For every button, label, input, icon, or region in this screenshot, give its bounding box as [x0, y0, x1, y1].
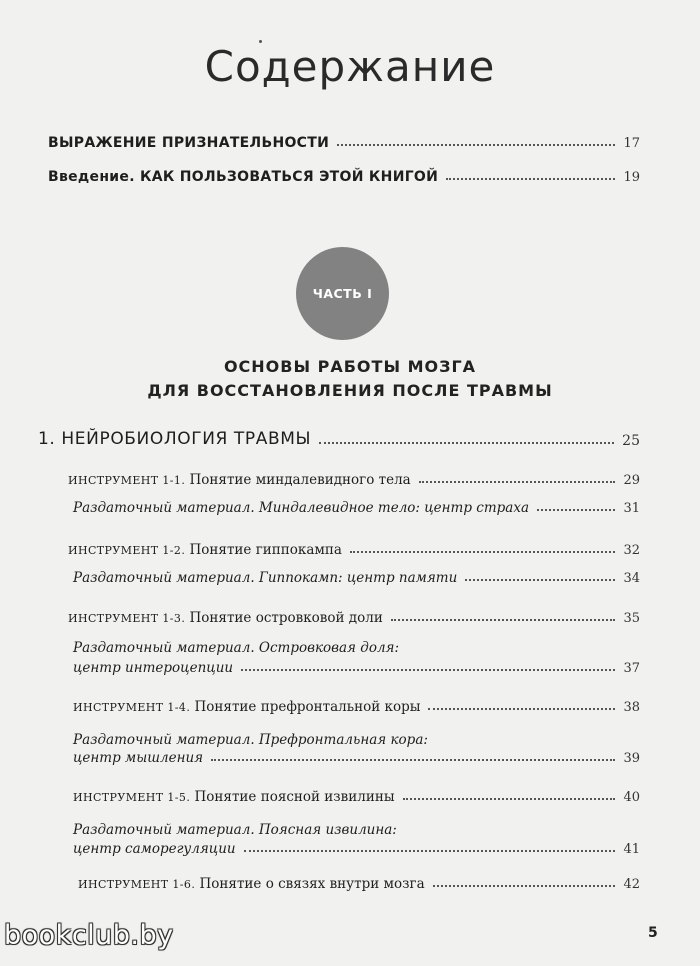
toc-entry-page: 17	[623, 136, 640, 151]
tool-prefix: ИНСТРУМЕНТ 1-3.	[68, 612, 186, 625]
toc-handout-1-4	[0, 750, 700, 766]
tool-page: 40	[623, 790, 640, 805]
handout-label: Раздаточный материал. Миндалевидное тело: центр страха	[73, 500, 530, 516]
handout-page: 31	[623, 501, 640, 516]
tool-prefix: ИНСТРУМЕНТ 1-2.	[68, 544, 186, 557]
dot-leader	[391, 619, 616, 621]
dot-leader	[419, 481, 616, 483]
part-title-line1: ОСНОВЫ РАБОТЫ МОЗГА	[223, 357, 477, 376]
handout-page: 34	[623, 571, 640, 586]
tool-page: 29	[623, 473, 640, 488]
chapter-label: 1. НЕЙРОБИОЛОГИЯ ТРАВМЫ	[38, 429, 312, 449]
toc-entry-acknowledgements	[0, 135, 700, 151]
page-number: 5	[648, 925, 658, 941]
toc-chapter-1	[0, 429, 700, 449]
tool-page: 42	[623, 877, 640, 892]
tool-prefix: ИНСТРУМЕНТ 1-6.	[78, 878, 196, 891]
dot-leader	[428, 708, 615, 710]
toc-tool-1-4	[0, 699, 700, 715]
tool-title: Понятие о связях внутри мозга	[199, 876, 425, 892]
dot-leader	[403, 798, 616, 800]
dot-leader	[446, 178, 615, 180]
tool-prefix: ИНСТРУМЕНТ 1-1.	[68, 474, 186, 487]
handout-label: центр мышления	[73, 750, 204, 766]
dot-leader	[319, 442, 614, 444]
page-title: Содержание	[204, 42, 496, 91]
handout-1-5-line1: Раздаточный материал. Поясная извилина:	[73, 822, 397, 838]
part-title-line2: ДЛЯ ВОССТАНОВЛЕНИЯ ПОСЛЕ ТРАВМЫ	[147, 381, 553, 400]
tool-prefix: ИНСТРУМЕНТ 1-4.	[73, 701, 191, 714]
tool-title: Понятие миндалевидного тела	[189, 472, 411, 488]
tool-page: 35	[623, 611, 640, 626]
tool-page: 38	[623, 700, 640, 715]
handout-1-4-line1: Раздаточный материал. Префронтальная кора:	[73, 732, 428, 748]
tool-title: Понятие префронтальной коры	[194, 699, 421, 715]
tool-label	[73, 789, 395, 805]
toc-handout-1-1	[0, 500, 700, 516]
tool-page: 32	[623, 543, 640, 558]
toc-handout-1-3	[0, 660, 700, 676]
toc-entry-label: ВЫРАЖЕНИЕ ПРИЗНАТЕЛЬНОСТИ	[48, 135, 330, 151]
toc-handout-1-5	[0, 841, 700, 857]
handout-page: 39	[623, 751, 640, 766]
toc-tool-1-2	[0, 542, 700, 558]
tool-prefix: ИНСТРУМЕНТ 1-5.	[73, 791, 191, 804]
handout-label: Раздаточный материал. Гиппокамп: центр памяти	[73, 570, 458, 586]
dot-leader	[241, 669, 615, 671]
toc-entry-introduction	[0, 169, 700, 185]
tool-title: Понятие поясной извилины	[194, 789, 395, 805]
dot-leader	[433, 885, 616, 887]
handout-page: 37	[623, 661, 640, 676]
handout-label: центр саморегуляции	[73, 841, 236, 857]
toc-entry-label: Введение. КАК ПОЛЬЗОВАТЬСЯ ЭТОЙ КНИГОЙ	[48, 169, 439, 185]
handout-label: центр интероцепции	[73, 660, 234, 676]
tool-title: Понятие островковой доли	[189, 610, 383, 626]
handout-1-3-line1: Раздаточный материал. Островковая доля:	[73, 640, 400, 656]
handout-page: 41	[623, 842, 640, 857]
dot-leader	[537, 509, 615, 511]
tool-label	[73, 699, 420, 715]
part-badge	[296, 247, 389, 340]
tool-label	[78, 876, 425, 892]
tool-label	[68, 472, 411, 488]
dot-leader	[465, 579, 615, 581]
chapter-page: 25	[622, 433, 640, 449]
watermark-logo: bookclub.by	[4, 920, 174, 951]
dot-leader	[337, 144, 615, 146]
tool-label	[68, 610, 383, 626]
toc-entry-page: 19	[623, 170, 640, 185]
tool-title: Понятие гиппокампа	[189, 542, 342, 558]
toc-tool-1-1	[0, 472, 700, 488]
dot-leader	[244, 850, 616, 852]
tool-label	[68, 542, 342, 558]
toc-tool-1-3	[0, 610, 700, 626]
toc-handout-1-2	[0, 570, 700, 586]
dot-leader	[350, 551, 616, 553]
toc-tool-1-5	[0, 789, 700, 805]
part-badge-label: ЧАСТЬ I	[312, 286, 373, 301]
dot-leader	[211, 759, 615, 761]
toc-tool-1-6	[0, 876, 700, 892]
